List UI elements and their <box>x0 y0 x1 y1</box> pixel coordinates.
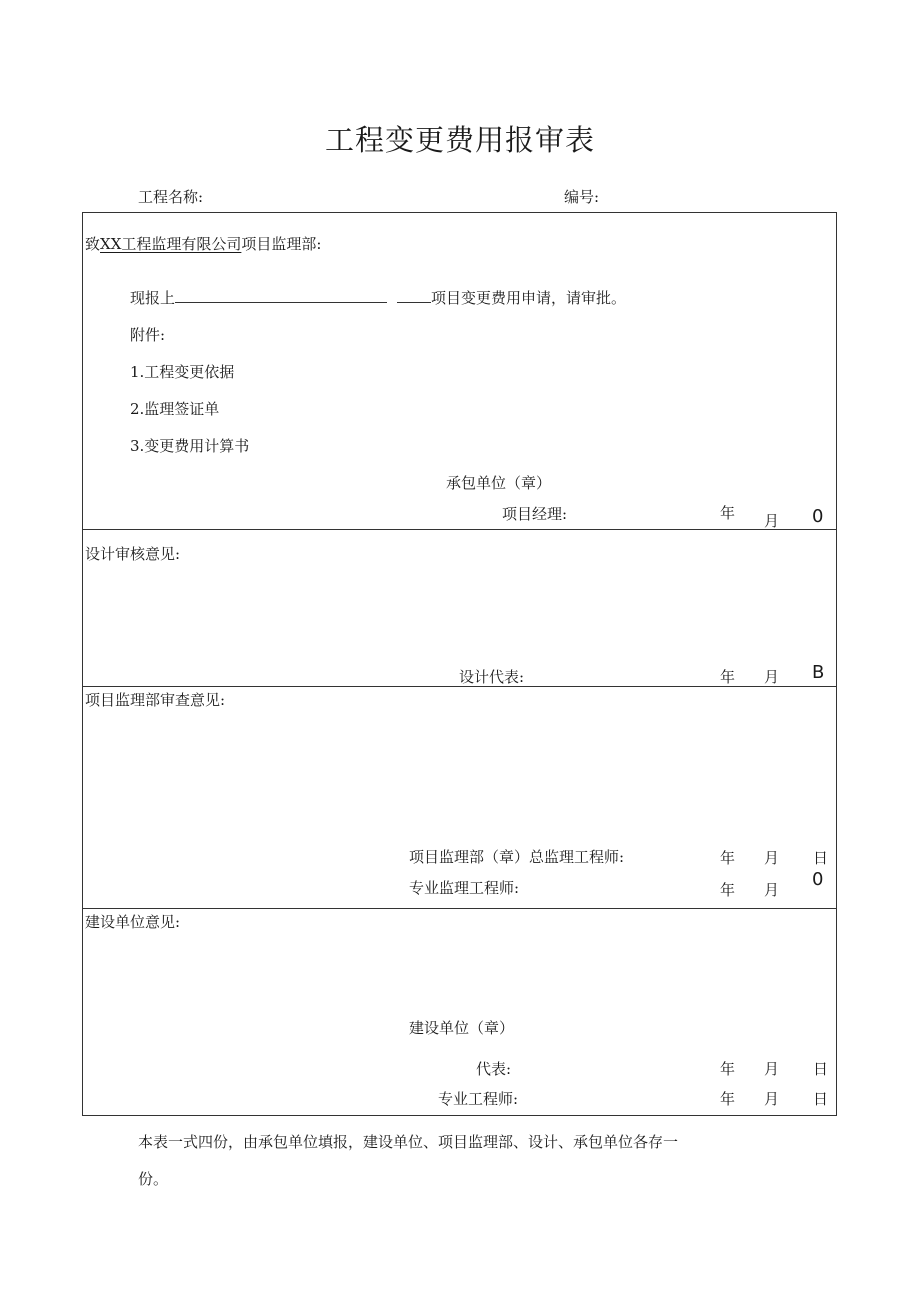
serial-no-label: 编号: <box>564 188 600 206</box>
year-label: 年 <box>720 504 736 522</box>
day-label: 日 <box>813 1060 829 1078</box>
day-label: 日 <box>813 849 829 867</box>
design-review-heading: 设计审核意见: <box>85 545 181 563</box>
month-label: 月 <box>764 1090 780 1108</box>
month-label: 月 <box>764 881 780 899</box>
section-divider <box>83 908 836 909</box>
specialist-supervisor-label: 专业监理工程师: <box>409 879 520 897</box>
attachment-item: 1.工程变更依据 <box>130 363 235 381</box>
year-label: 年 <box>720 881 736 899</box>
form-table <box>82 212 837 1116</box>
footer-note-line: 份。 <box>138 1170 169 1188</box>
attachment-item: 3.变更费用计算书 <box>130 437 250 455</box>
page-title: 工程变更费用报审表 <box>324 123 595 157</box>
report-item-blank[interactable] <box>397 288 431 303</box>
day-label: 0 <box>812 506 824 527</box>
addressee-suffix: 项目监理部: <box>241 235 322 253</box>
design-rep-label: 设计代表: <box>459 668 525 686</box>
attachment-item: 2.监理签证单 <box>130 400 220 418</box>
month-label: 月 <box>764 512 780 530</box>
year-label: 年 <box>720 1060 736 1078</box>
year-label: 年 <box>720 1090 736 1108</box>
section-divider <box>83 529 836 530</box>
report-line <box>130 287 626 308</box>
chief-supervisor-label: 项目监理部（章）总监理工程师: <box>409 848 625 866</box>
month-label: 月 <box>764 1060 780 1078</box>
year-label: 年 <box>720 849 736 867</box>
project-name-label: 工程名称: <box>138 188 204 206</box>
owner-seal-label: 建设单位（章） <box>409 1019 515 1037</box>
contractor-seal-label: 承包单位（章） <box>446 474 552 492</box>
footer-note-line: 本表一式四份，由承包单位填报，建设单位、项目监理部、设计、承包单位各存一 <box>138 1133 679 1151</box>
day-label: B <box>812 662 825 683</box>
supervision-review-heading: 项目监理部审查意见: <box>85 691 226 709</box>
owner-rep-label: 代表: <box>476 1060 512 1078</box>
project-manager-label: 项目经理: <box>502 505 568 523</box>
report-project-blank[interactable] <box>175 288 387 303</box>
addressee-company: XX工程监理有限公司 <box>100 235 242 253</box>
report-prefix: 现报上 <box>130 289 176 307</box>
report-suffix: 项目变更费用申请，请审批。 <box>431 289 627 307</box>
day-label: 日 <box>813 1090 829 1108</box>
month-label: 月 <box>764 849 780 867</box>
month-label: 月 <box>764 668 780 686</box>
year-label: 年 <box>720 668 736 686</box>
owner-engineer-label: 专业工程师: <box>438 1090 519 1108</box>
attachments-label: 附件: <box>130 326 166 344</box>
addressee-line <box>85 233 321 254</box>
addressee-prefix: 致 <box>85 235 101 253</box>
owner-opinion-heading: 建设单位意见: <box>85 913 181 931</box>
day-label: 0 <box>812 869 824 890</box>
